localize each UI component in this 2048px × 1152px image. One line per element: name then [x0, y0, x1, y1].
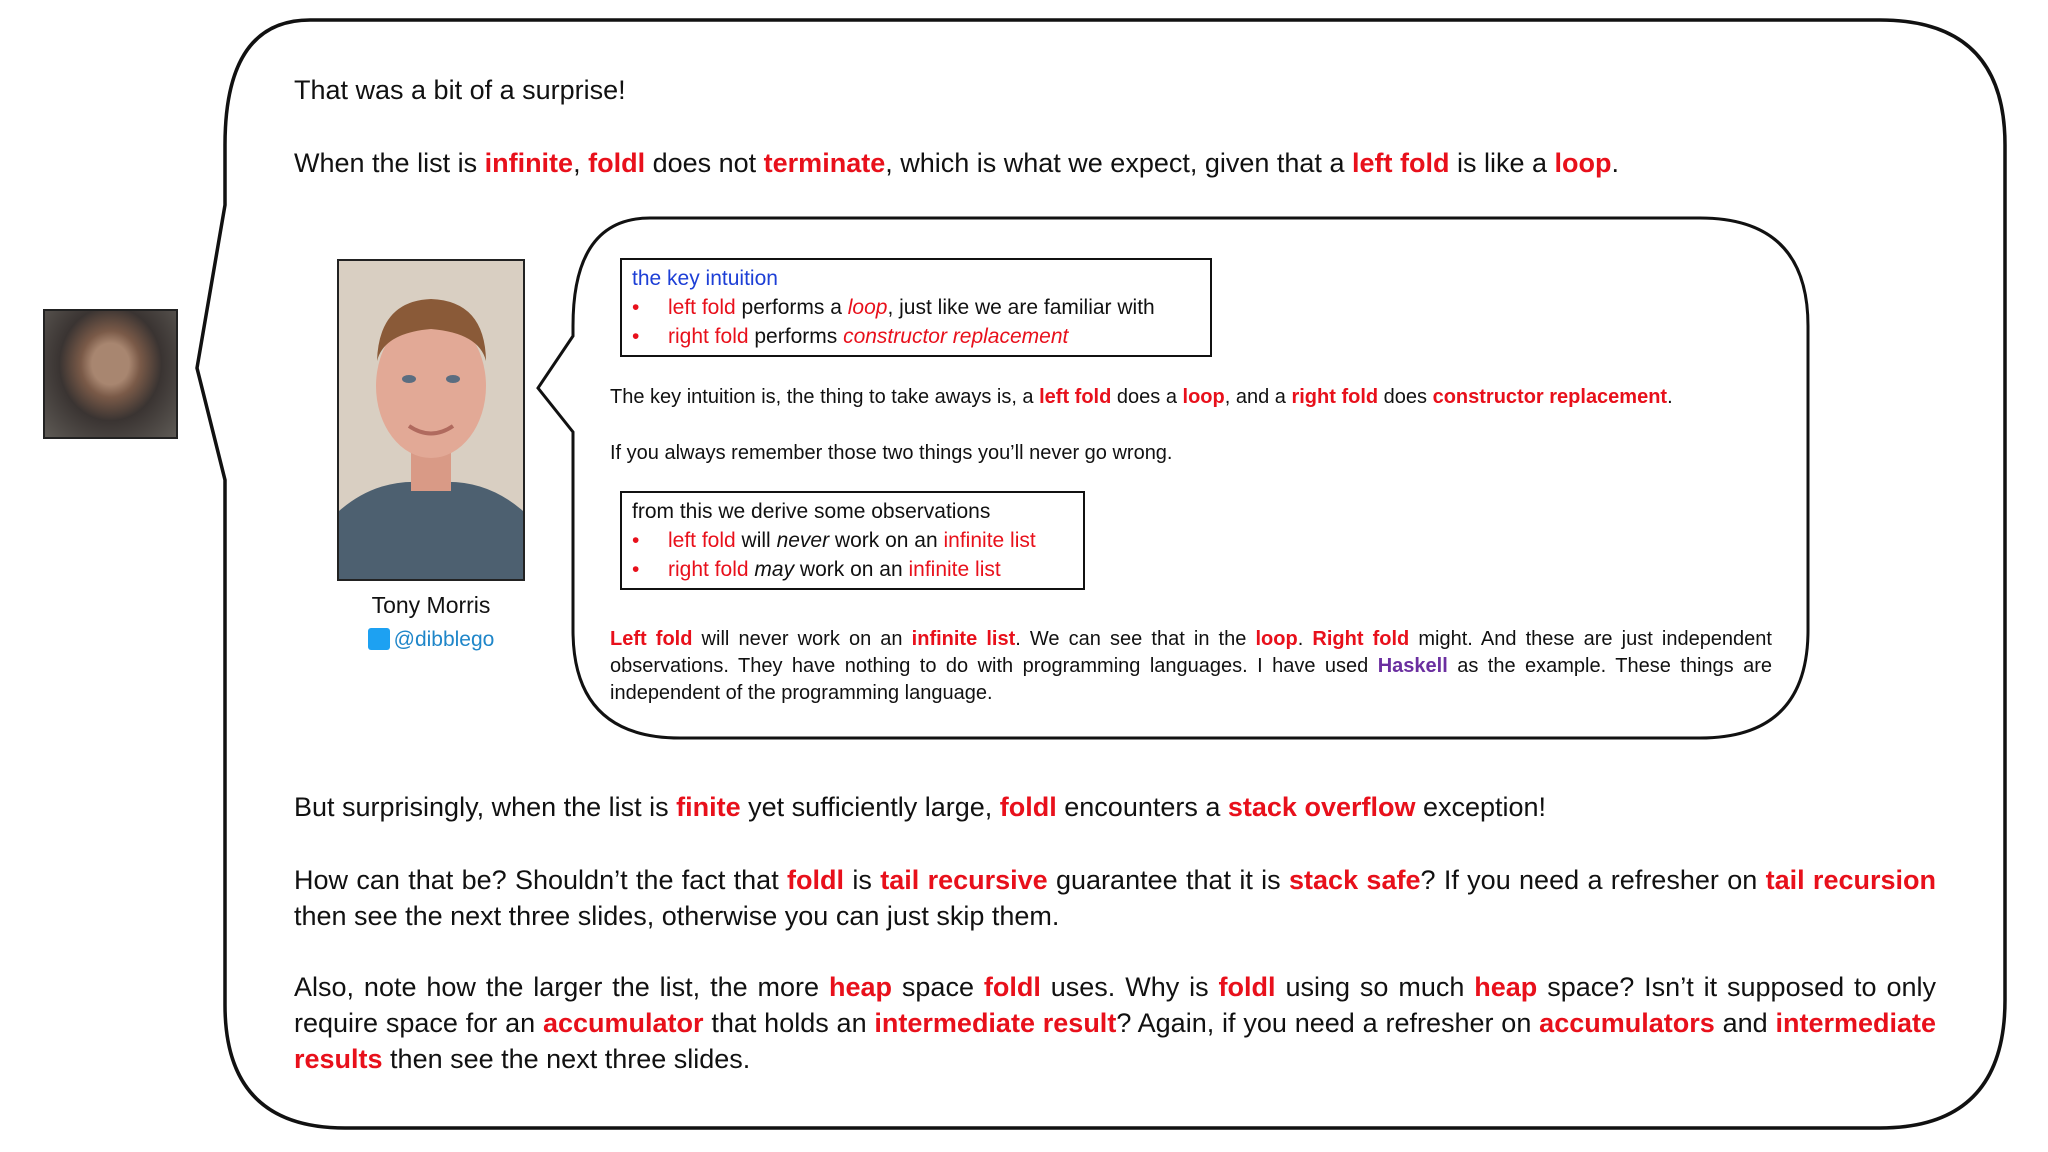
key-intuition-item-2: • right fold performs constructor replacement: [632, 325, 1069, 348]
quote-remember: If you always remember those two things you’ll never go wrong.: [610, 442, 1173, 464]
intro-line: That was a bit of a surprise!: [294, 75, 626, 105]
tail-recursion-paragraph: How can that be? Shouldn’t the fact that foldl is tail recursive guarantee that it is stack safe? If you need a refresher on tail recursion then see the next three slides, otherwise you can just skip them.: [294, 865, 1936, 931]
observation-item-2: • right fold may work on an infinite list: [632, 558, 1001, 581]
observations-box: [620, 491, 1085, 590]
speaker-avatar: [43, 309, 178, 439]
twitter-handle-link[interactable]: [337, 628, 525, 652]
twitter-bird-icon: [368, 628, 390, 650]
quote-observations: Left fold will never work on an infinite list. We can see that in the loop. Right fold might. And these are just independent observations. They have nothing to do with programming languages. I have used Haskell as the example. These things are independent of the programming language.: [610, 628, 1772, 704]
observations-heading: from this we derive some observations: [632, 500, 991, 523]
key-intuition-heading: the key intuition: [632, 267, 778, 290]
observation-item-1: • left fold will never work on an infinite list: [632, 529, 1036, 552]
infinite-list-paragraph: When the list is infinite, foldl does not terminate, which is what we expect, given that a left fold is like a loop.: [294, 148, 1619, 178]
twitter-handle[interactable]: @dibblego: [393, 628, 495, 651]
quote-key-intuition: The key intuition is, the thing to take aways is, a left fold does a loop, and a right fold does constructor replacement.: [610, 386, 1673, 408]
key-intuition-item-1: • left fold performs a loop, just like we are familiar with: [632, 296, 1155, 319]
heap-space-paragraph: Also, note how the larger the list, the more heap space foldl uses. Why is foldl using so much heap space? Isn’t it supposed to only require space for an accumulator that holds an intermediate result? Again, if you need a refresher on accumulators and intermediate results then see the next three slides.: [294, 972, 1937, 1074]
person-name: Tony Morris: [371, 592, 491, 618]
tony-morris-photo: [337, 259, 525, 581]
key-intuition-box: [620, 258, 1212, 357]
stack-overflow-paragraph: But surprisingly, when the list is finite yet sufficiently large, foldl encounters a stack overflow exception!: [294, 792, 1547, 822]
